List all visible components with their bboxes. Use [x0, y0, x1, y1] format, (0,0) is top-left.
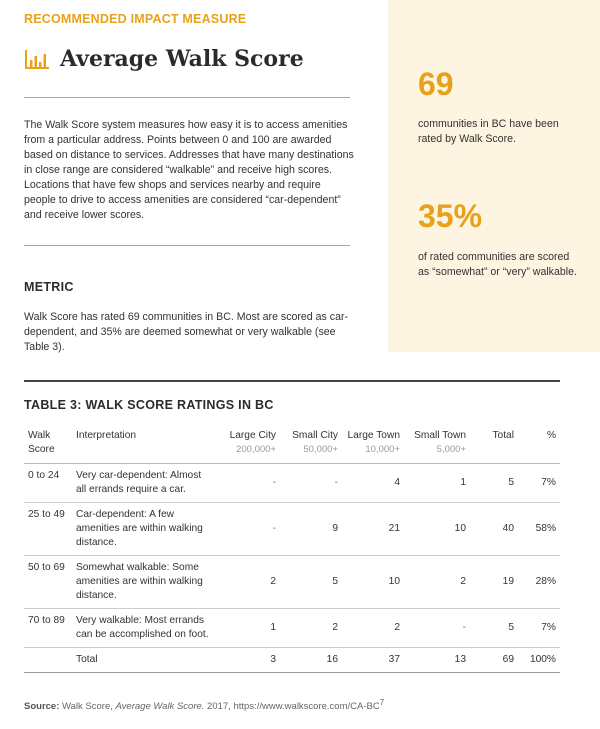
cell-large-town: 21 — [342, 503, 404, 556]
source-year: 2017, — [207, 701, 231, 713]
table-row — [24, 556, 560, 609]
col-small-town: Small Town 5,000+ — [404, 424, 470, 464]
cell-percent: 100% — [518, 648, 560, 673]
cell-small-city: 16 — [280, 648, 342, 673]
source-note — [24, 698, 384, 712]
stat-value-communities: 69 — [418, 66, 454, 102]
bar-chart-icon — [24, 48, 50, 70]
cell-large-town: 10 — [342, 556, 404, 609]
metric-text: Walk Score has rated 69 communities in BC. Most are scored as car-dependent, and 35% are deemed somewhat or very walkable (see Table 3). — [24, 311, 349, 353]
cell-percent: 28% — [518, 556, 560, 609]
table-top-rule — [24, 380, 560, 382]
stat-value-walkable: 35% — [418, 198, 483, 234]
cell-small-town: 13 — [404, 648, 470, 673]
cell-interpretation: Somewhat walkable: Some amenities are within walking distance. — [72, 556, 218, 609]
stat-text-communities: communities in BC have been rated by Walk Score. — [418, 118, 559, 145]
cell-small-town: - — [404, 609, 470, 648]
cell-total: 69 — [470, 648, 518, 673]
cell-score: 50 to 69 — [24, 556, 72, 609]
cell-large-town: 4 — [342, 464, 404, 503]
col-walk-score: Walk Score — [24, 424, 72, 464]
cell-small-city: 2 — [280, 609, 342, 648]
table-row — [24, 464, 560, 503]
cell-percent: 58% — [518, 503, 560, 556]
metric-heading: METRIC — [24, 280, 74, 294]
cell-small-town: 2 — [404, 556, 470, 609]
source-label: Source: — [24, 701, 60, 713]
table-header-row — [24, 424, 560, 464]
cell-total: 5 — [470, 464, 518, 503]
cell-score: 25 to 49 — [24, 503, 72, 556]
cell-percent: 7% — [518, 464, 560, 503]
cell-small-town: 10 — [404, 503, 470, 556]
cell-large-city: 1 — [218, 609, 280, 648]
cell-percent: 7% — [518, 609, 560, 648]
cell-large-city: - — [218, 503, 280, 556]
cell-score: 70 to 89 — [24, 609, 72, 648]
page-title: Average Walk Score — [60, 46, 304, 72]
intro-divider — [24, 245, 350, 246]
stats-panel — [388, 0, 600, 352]
col-percent: % — [518, 424, 560, 464]
walk-score-table — [24, 424, 560, 673]
cell-total: 5 — [470, 609, 518, 648]
cell-large-town: 37 — [342, 648, 404, 673]
cell-interpretation: Car-dependent: A few amenities are within walking distance. — [72, 503, 218, 556]
cell-small-city: 9 — [280, 503, 342, 556]
title-row — [24, 46, 304, 72]
section-eyebrow: RECOMMENDED IMPACT MEASURE — [24, 12, 247, 26]
cell-score: 0 to 24 — [24, 464, 72, 503]
col-large-town: Large Town 10,000+ — [342, 424, 404, 464]
source-org: Walk Score, — [62, 701, 113, 713]
cell-large-city: 3 — [218, 648, 280, 673]
source-work: Average Walk Score. — [115, 701, 205, 713]
col-interpretation: Interpretation — [72, 424, 218, 464]
table-title: TABLE 3: WALK SCORE RATINGS IN BC — [24, 398, 274, 412]
cell-total-spacer — [24, 648, 72, 673]
cell-total-label: Total — [72, 648, 218, 673]
cell-interpretation: Very walkable: Most errands can be accomplished on foot. — [72, 609, 218, 648]
col-small-city: Small City 50,000+ — [280, 424, 342, 464]
cell-total: 19 — [470, 556, 518, 609]
intro-text: The Walk Score system measures how easy it is to access amenities from a particular address. Points between 0 and 100 are awarded based on distance to services. Addresses that have many destinations in close range are considered “walkable” and receive high scores. Locations that have few shops and services nearby and require people to drive to access amenities are considered “car-dependent” and receive lower scores. — [24, 119, 354, 221]
col-large-city: Large City 200,000+ — [218, 424, 280, 464]
cell-total: 40 — [470, 503, 518, 556]
cell-small-town: 1 — [404, 464, 470, 503]
col-total: Total — [470, 424, 518, 464]
cell-large-city: 2 — [218, 556, 280, 609]
source-link[interactable]: https://www.walkscore.com/CA-BC — [233, 701, 380, 713]
cell-interpretation: Very car-dependent: Almost all errands require a car. — [72, 464, 218, 503]
cell-small-city: - — [280, 464, 342, 503]
source-footnote: 7 — [379, 698, 385, 707]
table-row — [24, 503, 560, 556]
table-row — [24, 609, 560, 648]
cell-large-city: - — [218, 464, 280, 503]
stat-text-walkable: of rated communities are scored as “somewhat” or “very” walkable. — [418, 251, 577, 278]
table-total-row — [24, 648, 560, 673]
cell-small-city: 5 — [280, 556, 342, 609]
title-divider — [24, 97, 350, 98]
cell-large-town: 2 — [342, 609, 404, 648]
